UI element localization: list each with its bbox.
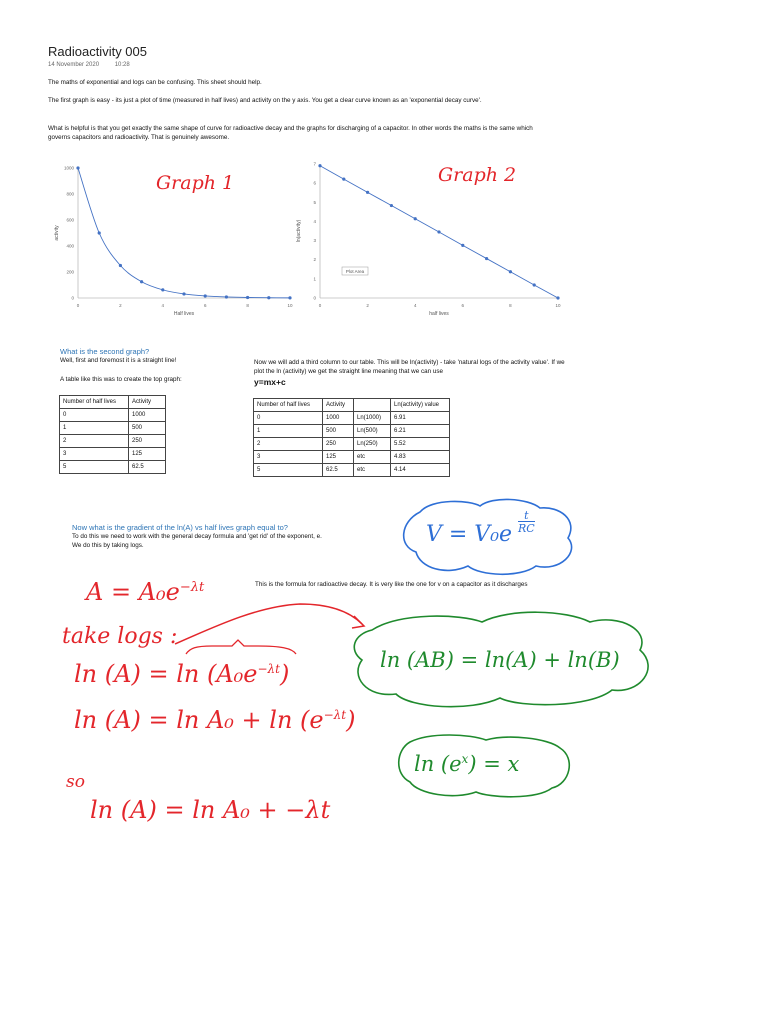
table-cell: 3 bbox=[60, 448, 129, 461]
table-cell: 1000 bbox=[129, 409, 166, 422]
x-tick-label: 0 bbox=[76, 303, 80, 308]
data-point bbox=[182, 292, 185, 295]
data-point bbox=[288, 296, 291, 299]
gradient-text-2: We do this by taking logs. bbox=[72, 542, 144, 549]
log-exp-rule-pre: ln (e bbox=[414, 752, 462, 776]
table-header-cell: Ln(activity) value bbox=[391, 399, 450, 412]
ln-step-2-exponent: −λt bbox=[323, 708, 347, 722]
data-point bbox=[225, 295, 228, 298]
y-tick-label: 7 bbox=[313, 161, 316, 167]
y-tick-label: 0 bbox=[71, 295, 74, 301]
table-cell: 1 bbox=[60, 422, 129, 435]
capacitor-exponent-den: RC bbox=[518, 522, 535, 535]
table-cell: 5 bbox=[254, 464, 323, 477]
plot-area-tag: Plot Area bbox=[345, 269, 365, 274]
red-arrow-curve bbox=[175, 604, 362, 644]
table-cell: Ln(1000) bbox=[354, 412, 391, 425]
table-row bbox=[60, 422, 166, 435]
table-cell: 2 bbox=[60, 435, 129, 448]
table-row bbox=[254, 438, 450, 451]
y-axis-label: activity bbox=[54, 225, 60, 241]
ln-step-1 bbox=[74, 660, 289, 688]
capacitor-equation bbox=[426, 522, 512, 547]
table-cell: 5.52 bbox=[391, 438, 450, 451]
data-point bbox=[76, 166, 79, 169]
take-logs-label: take logs : bbox=[62, 624, 178, 649]
y-tick-label: 3 bbox=[313, 238, 316, 244]
page-title: Radioactivity 005 bbox=[48, 44, 147, 59]
so-label: so bbox=[66, 772, 85, 792]
y-tick-label: 800 bbox=[66, 191, 74, 197]
table-header-cell: Number of half lives bbox=[60, 396, 129, 409]
y-tick-label: 1 bbox=[313, 276, 316, 282]
table-intro: A table like this was to create the top graph: bbox=[60, 376, 182, 383]
ln-step-1-close: ) bbox=[279, 660, 290, 688]
second-graph-heading: What is the second graph? bbox=[60, 347, 150, 356]
x-tick-label: 0 bbox=[318, 303, 322, 308]
table-row bbox=[60, 435, 166, 448]
paragraph-2: What is helpful is that you get exactly the same shape of curve for radioactive decay and the graphs for discharging of a capacitor. In other words the maths is the same which governs capacitors and radioactivity. That is genuinely awesome. bbox=[48, 125, 533, 141]
paragraph-1: The first graph is easy - its just a plot of time (measured in half lives) and activity on the y axis. You get a clear curve known as an 'exponential decay curve'. bbox=[48, 97, 482, 104]
y-tick-label: 5 bbox=[313, 199, 316, 205]
data-point bbox=[119, 264, 122, 267]
data-point bbox=[437, 230, 440, 233]
graph1-label: Graph 1 bbox=[156, 172, 235, 194]
table-cell: 5 bbox=[60, 461, 129, 474]
table-row bbox=[254, 425, 450, 438]
y-tick-label: 4 bbox=[313, 218, 316, 224]
data-point bbox=[318, 164, 321, 167]
data-point bbox=[414, 217, 417, 220]
table-cell: 0 bbox=[254, 412, 323, 425]
red-arrow-head bbox=[352, 616, 364, 628]
x-tick-label: 2 bbox=[119, 303, 122, 308]
table-header-row bbox=[254, 399, 450, 412]
ln-step-1-exponent: −λt bbox=[257, 662, 280, 676]
data-point bbox=[509, 270, 512, 273]
log-exp-rule-exponent: x bbox=[461, 752, 469, 766]
capacitor-exponent-num: t bbox=[524, 509, 529, 522]
table-cell: 250 bbox=[323, 438, 354, 451]
table-cell: 2 bbox=[254, 438, 323, 451]
table-cell: 125 bbox=[323, 451, 354, 464]
log-exp-rule bbox=[414, 752, 519, 776]
data-point bbox=[204, 294, 207, 297]
table-ln-activity bbox=[253, 398, 450, 477]
ln-step-2-close: ) bbox=[346, 706, 356, 734]
second-graph-line: Well, first and foremost it is a straight line! bbox=[60, 357, 177, 364]
gradient-heading: Now what is the gradient of the ln(A) vs half lives graph equal to? bbox=[72, 523, 288, 532]
decay-exponent: −λt bbox=[179, 580, 205, 595]
table-cell: 500 bbox=[323, 425, 354, 438]
table-header-cell bbox=[354, 399, 391, 412]
table-cell: 0 bbox=[60, 409, 129, 422]
equation-ymxc: y=mx+c bbox=[254, 377, 286, 387]
table-cell: 1 bbox=[254, 425, 323, 438]
red-bracket bbox=[186, 640, 296, 654]
x-tick-label: 10 bbox=[287, 303, 293, 308]
table-row bbox=[254, 451, 450, 464]
y-tick-label: 200 bbox=[66, 269, 74, 275]
table-cell: 3 bbox=[254, 451, 323, 464]
data-point bbox=[246, 296, 249, 299]
table-cell: Ln(500) bbox=[354, 425, 391, 438]
y-tick-label: 6 bbox=[313, 180, 316, 186]
table-cell: 6.21 bbox=[391, 425, 450, 438]
table-cell: 6.91 bbox=[391, 412, 450, 425]
intro-text: The maths of exponential and logs can be confusing. This sheet should help. bbox=[48, 79, 262, 86]
y-tick-label: 0 bbox=[313, 295, 316, 301]
table-cell: 62.5 bbox=[129, 461, 166, 474]
gradient-text-1: To do this we need to work with the general decay formula and 'get rid' of the exponent, e. bbox=[72, 533, 322, 540]
x-tick-label: 8 bbox=[509, 303, 512, 308]
table-header-cell: Activity bbox=[129, 396, 166, 409]
log-product-rule: ln (AB) = ln(A) + ln(B) bbox=[380, 648, 620, 672]
x-axis-label: Half lives bbox=[173, 311, 195, 317]
table-cell: 500 bbox=[129, 422, 166, 435]
table-cell: 4.83 bbox=[391, 451, 450, 464]
x-tick-label: 4 bbox=[413, 303, 417, 308]
decay-equation-main: A = A₀e bbox=[86, 578, 180, 606]
x-axis-label: half lives bbox=[429, 311, 449, 317]
ln-step-1-main: ln (A) = ln (A₀e bbox=[74, 660, 258, 688]
data-point bbox=[366, 191, 369, 194]
y-axis-label: ln(activity) bbox=[296, 219, 302, 243]
data-point bbox=[342, 178, 345, 181]
data-point bbox=[485, 257, 488, 260]
table-header-cell: Number of half lives bbox=[254, 399, 323, 412]
table-row bbox=[60, 409, 166, 422]
table-header-cell: Activity bbox=[323, 399, 354, 412]
data-point bbox=[461, 244, 464, 247]
table-cell: 4.14 bbox=[391, 464, 450, 477]
y-tick-label: 400 bbox=[66, 243, 74, 249]
capacitor-exponent bbox=[518, 510, 535, 534]
x-tick-label: 8 bbox=[246, 303, 249, 308]
table-cell: etc bbox=[354, 451, 391, 464]
capacitor-equation-main: V = V₀e bbox=[426, 522, 513, 547]
x-tick-label: 6 bbox=[461, 303, 465, 308]
data-point bbox=[390, 204, 393, 207]
data-point bbox=[140, 280, 143, 283]
ln-step-2-main: ln (A) = ln A₀ + ln (e bbox=[74, 706, 324, 734]
table-activity bbox=[59, 395, 166, 474]
formula-description: This is the formula for radioactive decay. It is very like the one for v on a capacitor as it discharges bbox=[255, 581, 528, 588]
x-tick-label: 4 bbox=[161, 303, 165, 308]
table-cell: 125 bbox=[129, 448, 166, 461]
table-row bbox=[254, 464, 450, 477]
page-time: 10:28 bbox=[114, 62, 130, 68]
table-header-row bbox=[60, 396, 166, 409]
table-cell: 250 bbox=[129, 435, 166, 448]
table-cell: Ln(250) bbox=[354, 438, 391, 451]
y-tick-label: 2 bbox=[313, 257, 316, 263]
data-point bbox=[267, 296, 270, 299]
table-cell: 1000 bbox=[323, 412, 354, 425]
table-cell: etc bbox=[354, 464, 391, 477]
table-row bbox=[60, 461, 166, 474]
table-row bbox=[254, 412, 450, 425]
x-tick-label: 6 bbox=[203, 303, 207, 308]
data-point bbox=[161, 288, 164, 291]
table-row bbox=[60, 448, 166, 461]
data-point bbox=[533, 283, 536, 286]
ln-step-2 bbox=[74, 706, 355, 734]
log-exp-rule-post: ) = x bbox=[468, 752, 520, 776]
decay-equation bbox=[86, 578, 204, 606]
data-point bbox=[556, 296, 559, 299]
data-point bbox=[98, 231, 101, 234]
graph2-label: Graph 2 bbox=[438, 164, 517, 186]
y-tick-label: 600 bbox=[66, 217, 74, 223]
page-meta bbox=[48, 62, 144, 68]
x-tick-label: 10 bbox=[555, 303, 561, 308]
table-cell: 62.5 bbox=[323, 464, 354, 477]
third-column-text: Now we will add a third column to our table. This will be ln(activity) - take 'natural logs of the activity value'. If we plot the ln (activity) we get the straight line meaning that we can use bbox=[254, 359, 565, 375]
x-tick-label: 2 bbox=[366, 303, 369, 308]
y-tick-label: 1000 bbox=[63, 165, 74, 171]
ln-step-3: ln (A) = ln A₀ + −λt bbox=[90, 796, 331, 824]
page-date: 14 November 2020 bbox=[48, 62, 100, 68]
